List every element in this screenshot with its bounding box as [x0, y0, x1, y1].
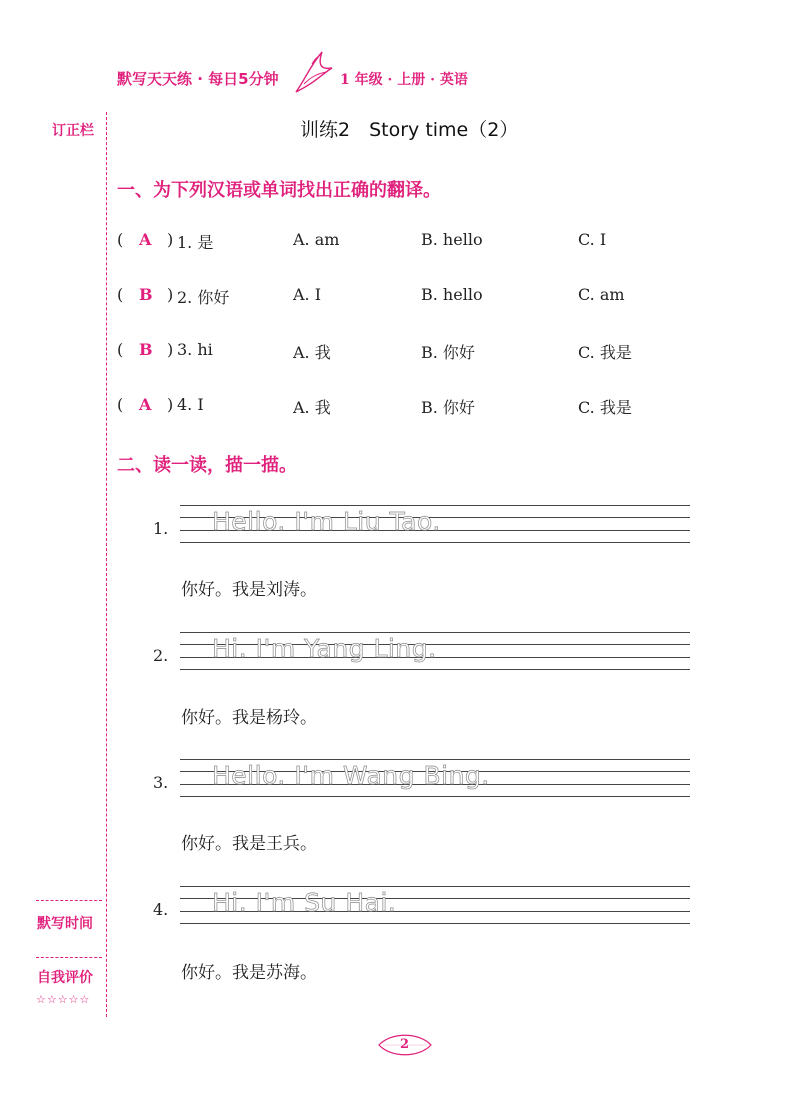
bracket: )	[167, 340, 174, 359]
header-grade-subject: 1 年级 · 上册 · 英语	[340, 72, 468, 88]
rating-stars-icon[interactable]: ☆☆☆☆☆	[36, 993, 91, 1006]
section-2-heading: 二、读一读，描一描。	[117, 455, 297, 476]
option-a: A. I	[293, 285, 322, 304]
four-line-grid[interactable]	[180, 632, 690, 670]
divider	[36, 900, 102, 901]
question-row	[117, 285, 717, 311]
page-number: 2	[400, 1037, 410, 1052]
bracket: (	[117, 230, 124, 249]
tracing-text: Hi. I'm Yang Ling.	[212, 634, 437, 663]
question-row	[117, 395, 717, 421]
answer-mark: A	[139, 395, 152, 414]
answer-mark: A	[139, 230, 152, 249]
tracing-item	[150, 632, 710, 672]
option-c: C. am	[578, 285, 625, 304]
bracket: )	[167, 395, 174, 414]
four-line-grid[interactable]	[180, 886, 690, 924]
tracing-text: Hi. I'm Su Hai.	[212, 888, 397, 917]
bracket: (	[117, 285, 124, 304]
divider	[36, 957, 102, 958]
bracket: )	[167, 230, 174, 249]
margin-dashed-line	[106, 112, 107, 1017]
answer-mark: B	[139, 340, 153, 359]
header-series-title: 默写天天练 · 每日5分钟	[117, 70, 279, 88]
option-c: C. 我是	[578, 343, 632, 362]
tracing-item	[150, 759, 710, 799]
bracket: (	[117, 395, 124, 414]
question-row	[117, 230, 717, 256]
tracing-item	[150, 505, 710, 545]
question-stem: 1. 是	[177, 233, 214, 252]
option-c: C. I	[578, 230, 607, 249]
swallow-logo-icon	[292, 48, 338, 96]
chinese-translation: 你好。我是王兵。	[181, 834, 317, 854]
question-row	[117, 340, 717, 366]
option-b: B. 你好	[421, 343, 475, 362]
question-stem: 4. I	[177, 395, 204, 414]
four-line-grid[interactable]	[180, 505, 690, 543]
chinese-translation: 你好。我是苏海。	[181, 963, 317, 983]
item-number: 2.	[153, 646, 169, 665]
tracing-item	[150, 886, 710, 926]
item-number: 4.	[153, 900, 169, 919]
question-stem: 2. 你好	[177, 288, 230, 307]
option-b: B. hello	[421, 230, 483, 249]
section-1-heading: 一、为下列汉语或单词找出正确的翻译。	[117, 180, 441, 201]
self-evaluation-label: 自我评价	[37, 970, 93, 986]
question-stem: 3. hi	[177, 340, 213, 359]
option-c: C. 我是	[578, 398, 632, 417]
option-b: B. 你好	[421, 398, 475, 417]
option-a: A. am	[293, 230, 340, 249]
bracket: )	[167, 285, 174, 304]
tracing-text: Hello. I'm Wang Bing.	[212, 761, 490, 790]
dictation-time-label: 默写时间	[37, 916, 93, 932]
correction-column-label: 订正栏	[52, 123, 94, 139]
four-line-grid[interactable]	[180, 759, 690, 797]
answer-mark: B	[139, 285, 153, 304]
option-a: A. 我	[293, 343, 331, 362]
chinese-translation: 你好。我是刘涛。	[181, 580, 317, 600]
option-a: A. 我	[293, 398, 331, 417]
option-b: B. hello	[421, 285, 483, 304]
chinese-translation: 你好。我是杨玲。	[181, 708, 317, 728]
item-number: 1.	[153, 519, 169, 538]
tracing-text: Hello. I'm Liu Tao.	[212, 507, 441, 536]
page-title: 训练2 Story time（2）	[300, 119, 519, 141]
bracket: (	[117, 340, 124, 359]
item-number: 3.	[153, 773, 169, 792]
